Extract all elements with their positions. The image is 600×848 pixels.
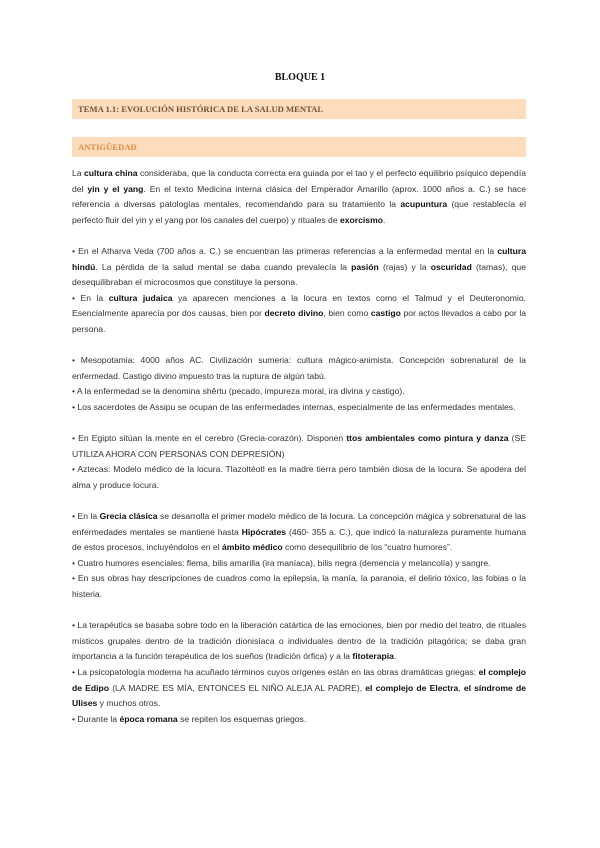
text-run: (tamas), que desequilibraban el microcosmos que constituye la persona.: [72, 261, 526, 288]
text-run: .: [393, 651, 397, 662]
text-run: se repiten los esquemas griegos.: [177, 713, 307, 724]
text-run: (460- 355 a. C.), que indicó la naturaleza puramente humana de estos procesos, incluyéndolos en el: [72, 526, 527, 553]
text-run: . La pérdida de la salud mental se daba cuando prevalecía la: [95, 261, 352, 272]
text-run: como desequilibrio de los “cuatro humores”.: [282, 542, 453, 553]
paragraph: [72, 509, 526, 556]
bold-term: yin y el yang: [87, 183, 144, 194]
text-run: • A la enfermedad se la denomina shêrtu (pecado, impureza moral, ira divina y castigo).: [72, 386, 405, 397]
bold-term: decreto divino: [264, 308, 324, 319]
bold-term: fitoterapia: [352, 651, 394, 662]
paragraph: [72, 556, 526, 572]
paragraph: [72, 400, 526, 416]
paragraph: [72, 571, 526, 602]
text-run: • Aztecas: Modelo médico de la locura. Tlazoltéotl es la madre tierra pero también diosa de la locura. Se apodera del alma y produce locura.: [72, 464, 526, 490]
text-run: • Mesopotamia: 4000 años AC. Civilización sumeria: cultura mágico-animista. Concepción sobrenatural de la enfermedad. Castigo divino impuesto tras la ruptura de algún tabú.: [72, 355, 526, 381]
paragraph: [72, 353, 526, 384]
paragraph: [72, 244, 526, 291]
bold-term: el complejo de Electra: [365, 682, 459, 693]
subtopic-title: ANTIGÜEDAD: [78, 142, 137, 152]
bold-term: el complejo de Edipo: [72, 667, 526, 693]
text-run: • En la: [72, 511, 100, 522]
text-run: • En la: [72, 292, 109, 303]
text-run: (LA MADRE ES MÍA, ENTONCES EL NIÑO ALEJA AL PADRE),: [109, 682, 366, 693]
text-run: se desarrolla el primer modelo médico de la locura. La concepción mágica y sobrenatural de las enfermedades mentales se mantiene hasta: [72, 511, 526, 537]
paragraph: [72, 291, 526, 338]
text-run: consideraba, que la conducta correcta era guiada por el tao y el perfecto equilibrio psíquico dependía del: [72, 168, 526, 194]
text-run: • La psicopatología moderna ha acuñado términos cuyos orígenes están en las obras dramáticas griegas:: [72, 667, 479, 677]
text-run: • Cuatro humores esenciales: flema, bilis amarilla (ira maníaca), bilis negra (demencia y melancolía) y sangre.: [72, 557, 491, 568]
subtopic-banner: [72, 137, 526, 157]
bold-term: cultura judaica: [108, 292, 173, 303]
paragraph: [72, 431, 526, 462]
bold-term: Grecia clásica: [99, 511, 158, 522]
text-run: ya aparecen menciones a la locura en textos como el Talmud y el Deuteronomio. Esencialmente aparecía por dos causas, bien por: [72, 292, 527, 319]
text-run: • En el Atharva Veda (700 años a. C.) se encuentran las primeras referencias a la enfermedad mental en la: [72, 245, 498, 256]
text-run: • En Egipto sitúan la mente en el cerebro (Grecia-corazón). Disponen: [72, 433, 347, 444]
paragraph: [72, 665, 526, 712]
paragraph: [72, 712, 526, 728]
text-run: • En sus obras hay descripciones de cuadros como la epilepsia, la manía, la paranoia, el delirio tóxico, las fobias o la histeria.: [72, 573, 526, 600]
bold-term: castigo: [370, 308, 401, 319]
body-text: [72, 166, 526, 727]
text-run: La: [72, 168, 84, 178]
bold-term: el síndrome de Ulises: [72, 682, 526, 709]
bold-term: acupuntura: [400, 199, 448, 210]
text-run: (SE UTILIZA AHORA CON PERSONAS CON DEPRESIÓN): [72, 433, 526, 459]
text-run: • La terapéutica se basaba sobre todo en la liberación catártica de las emociones, bien por medio del teatro, de rituales místicos grupales dentro de la tradición dionisíaca o individuales dentro de la tradición pitagórica; se daba gran importancia a la función terapéutica de los sueños (tradición órfica) y a la: [72, 620, 526, 662]
text-run: . En el texto Medicina interna clásica del Emperador Amarillo (aprox. 1000 años a. C.) se hace referencia a diversas patologías mentales, recomendando para su tratamiento la: [72, 183, 527, 210]
bold-term: época romana: [119, 713, 178, 724]
text-run: , bien como: [323, 308, 371, 319]
paragraph: [72, 384, 526, 400]
text-run: ,: [458, 682, 464, 693]
bold-term: exorcismo: [339, 214, 383, 225]
bold-term: pasión: [351, 261, 379, 272]
text-run: .: [382, 214, 386, 225]
bold-term: oscuridad: [430, 261, 472, 272]
text-run: • Los sacerdotes de Assipu se ocupan de las enfermedades internas, especialmente de las enfermedades mentales.: [72, 401, 516, 412]
bold-term: cultura china: [83, 168, 138, 178]
paragraph: [72, 618, 526, 665]
bold-term: ámbito médico: [222, 542, 283, 553]
text-run: por actos llevados a cabo por la persona.: [72, 308, 527, 334]
topic-banner: [72, 99, 526, 119]
bold-term: cultura hindú: [72, 245, 526, 272]
text-run: • Durante la: [72, 713, 120, 724]
text-run: (rajas) y la: [378, 261, 431, 272]
bold-term: Hipócrates: [241, 526, 287, 537]
paragraph: [72, 462, 526, 493]
paragraph: [72, 166, 526, 228]
topic-title: TEMA 1.1: EVOLUCIÓN HISTÓRICA DE LA SALUD MENTAL: [78, 104, 324, 114]
document-heading: BLOQUE 1: [274, 72, 326, 83]
text-run: y muchos otros.: [97, 698, 161, 709]
bold-term: ttos ambientales como pintura y danza: [346, 433, 509, 444]
text-run: (que restablecía el perfecto fluir del yin y el yang por los canales del cuerpo) y rituales de: [72, 199, 526, 225]
